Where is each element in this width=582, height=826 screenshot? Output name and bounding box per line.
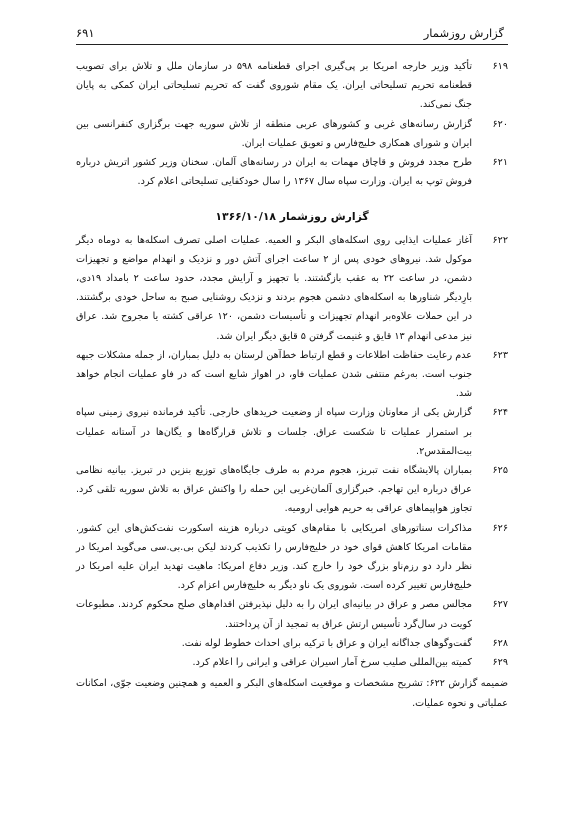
entry-text: کمیته بین‌المللی صلیب سرخ آمار اسیران عراقی و ایرانی را اعلام کرد. bbox=[192, 657, 472, 669]
report-entry bbox=[76, 403, 508, 461]
entries-before bbox=[76, 57, 508, 191]
report-entry bbox=[76, 57, 508, 115]
appendix-note: ضمیمه گزارش ۶۲۲: تشریح مشخصات و موقعیت اسکله‌های البکر و العمیه و همچنین وضعیت جوّی، امکانات عملیاتی و نحوه عملیات. bbox=[76, 678, 508, 709]
entry-text: گزارش رسانه‌های غربی و کشورهای عربی منطقه از تلاش سوریه جهت برگزاری کنفرانسی بین ایران و شورای همکاری خلیج‌فارس و تعویق عملیات ایران. bbox=[76, 118, 472, 149]
report-entry bbox=[76, 595, 508, 633]
entry-text: مجالس مصر و عراق در بیانیه‌ای ایران را به دلیل نپذیرفتن اقدام‌های صلح محکوم کردند. مطبوعات کویت در سال‌گرد تأسیس ارتش عراق به تمجید از آن پرداختند. bbox=[76, 599, 472, 630]
page-header bbox=[76, 26, 508, 45]
page-content bbox=[76, 57, 508, 713]
entry-number: ۶۲۲ bbox=[492, 234, 508, 246]
entry-text: گزارش یکی از معاونان وزارت سپاه از وضعیت خریدهای خارجی. تأکید فرمانده نیروی زمینی سپاه بر استمرار عملیات تا شکست عراق. جلسات و تلاش قرارگاه‌ها و یگان‌ها در آستانه عملیات بیت‌المقدس۲. bbox=[76, 407, 472, 457]
entry-number: ۶۲۴ bbox=[492, 407, 508, 419]
entry-number: ۶۲۹ bbox=[492, 657, 508, 669]
entry-number: ۶۲۱ bbox=[492, 157, 508, 169]
entry-text: بمباران پالایشگاه نفت تبریز، هجوم مردم به طرف جایگاه‌های توزیع بنزین در تبریز. بیانیه نظامی عراق درباره این تهاجم. خبرگزاری آلمان‌غربی این حمله را واکنش عراق به تلاش سوریه تلقی کرد. تجاوز هواپیماهای عراقی به حریم هوایی ارومیه. bbox=[76, 465, 472, 515]
running-title: گزارش روزشمار bbox=[423, 26, 504, 40]
entry-number: ۶۲۷ bbox=[492, 599, 508, 611]
entries-after bbox=[76, 231, 508, 673]
report-entry bbox=[76, 634, 508, 653]
entry-number: ۶۱۹ bbox=[492, 61, 508, 72]
entry-number: ۶۲۸ bbox=[492, 637, 508, 649]
entry-number: ۶۲۰ bbox=[492, 118, 508, 130]
report-entry bbox=[76, 231, 508, 346]
page-number: ۶۹۱ bbox=[76, 26, 95, 40]
entry-number: ۶۲۳ bbox=[492, 349, 508, 361]
date-heading: گزارش روزشمار ۱۳۶۶/۱۰/۱۸ bbox=[215, 210, 369, 224]
entry-number: ۶۲۶ bbox=[492, 522, 508, 534]
report-entry bbox=[76, 346, 508, 404]
entry-text: گفت‌وگوهای جداگانه ایران و عراق با ترکیه برای احداث خطوط لوله نفت. bbox=[181, 637, 472, 649]
entry-text: مذاکرات سناتورهای امریکایی با مقام‌های کویتی درباره هزینه اسکورت نفت‌کش‌های این کشور. مقامات امریکا کاهش قوای خود در خلیج‌فارس را تکذیب کردند لیکن بی.بی.سی می‌گوید امریکا در نظر دارد دو رزم‌ناو بزرگ خود را خارج کند. وزیر دفاع امریکا: ماهیت تهدید ایران علیه امریکا در خلیج‌فارس تغییر کرده است. شوروی یک ناو دیگر به خلیج‌فارس اعزام کرد. bbox=[76, 522, 472, 592]
report-entry bbox=[76, 461, 508, 519]
report-entry bbox=[76, 653, 508, 672]
entry-text: عدم رعایت حفاظت اطلاعات و قطع ارتباط خط‌آهن لرستان به دلیل بمباران، از جمله مشکلات جبهه جنوب است. به‌رغم منتفی شدن عملیات فاو، در اهواز شایع است که در فاو عملیات انجام خواهد شد. bbox=[76, 349, 472, 400]
report-entry bbox=[76, 519, 508, 596]
report-entry bbox=[76, 153, 508, 191]
report-entry bbox=[76, 115, 508, 153]
entry-text: تأکید وزیر خارجه امریکا بر پی‌گیری اجرای قطعنامه ۵۹۸ در سازمان ملل و تلاش برای تصویب قطعنامه تحریم تسلیحاتی ایران. یک مقام شوروی گفت که تحریم تسلیحاتی ایران کمکی به پایان جنگ نمی‌کند. bbox=[76, 61, 472, 111]
entry-text: طرح مجدد فروش و قاچاق مهمات به ایران در رسانه‌های آلمان. سخنان وزیر کشور اتریش درباره فروش توپ به ایران. وزارت سپاه سال ۱۳۶۷ را سال خودکفایی تسلیحاتی اعلام کرد. bbox=[76, 157, 472, 188]
entry-number: ۶۲۵ bbox=[492, 465, 508, 477]
entry-text: آغاز عملیات ایذایی روی اسکله‌های البکر و العمیه. عملیات اصلی تصرف اسکله‌ها به دوماه دیگر موکول شد. نیروهای خودی پس از ۲ ساعت اجرای آتش دور و نزدیک و انهدام مواضع و تجهیزات دشمن، در ساعت ۲۲ به عقب بازگشتند. با تجهیز و آرایش مجدد، حدود ساعت ۲ بامداد ۱۹دی، بارِدیگر شناورها به اسکله‌های دشمن هجوم بردند و نزدیک روشنایی صبح به ساحل خودی برگشتند. در این حملات علاوه‌بر انهدام تجهیزات و تأسیسات دشمن، ۱۲۰ عراقی کشته یا مجروح شد. عراق نیز مدعی انهدام ۱۳ قایق و غنیمت گرفتن ۵ قایق دیگر ایران شد. bbox=[76, 234, 472, 342]
